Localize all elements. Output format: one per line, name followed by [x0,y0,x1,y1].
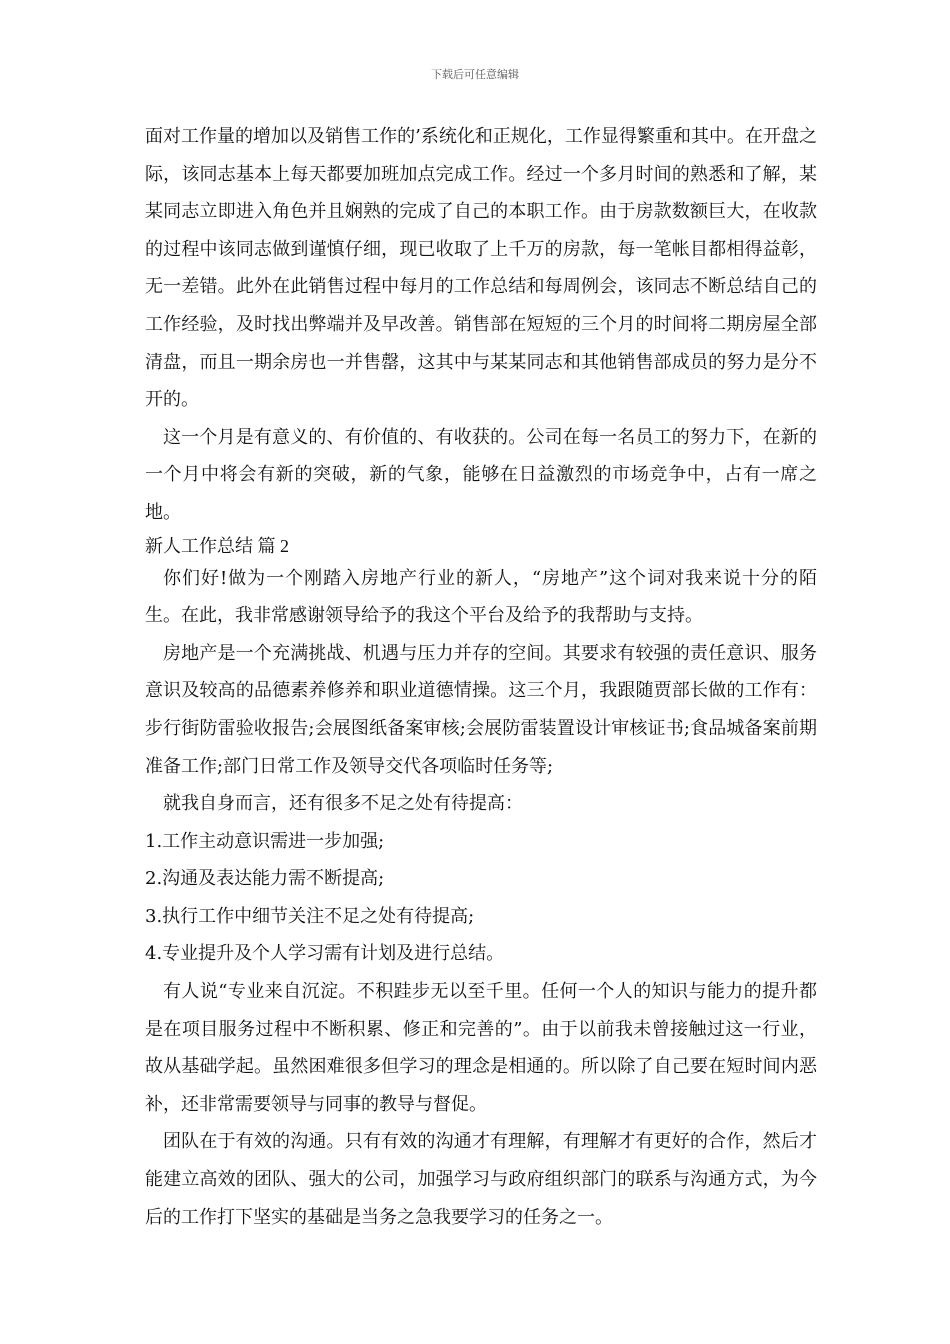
list-item: 1.工作主动意识需进一步加强; [145,830,385,852]
page-header: 下载后可任意编辑 [431,68,519,81]
list-item: 3.执行工作中细节关注不足之处有待提高; [145,905,475,927]
document-body [145,118,817,1236]
paragraph-3: 你们好!做为一个刚踏入房地产行业的新人，“房地产”这个词对我来说十分的陌生。在此，我非常感谢领导给予的我这个平台及给予的我帮助与支持。 [145,567,817,627]
paragraph-7: 团队在于有效的沟通。只有有效的沟通才有理解，有理解才有更好的合作，然后才能建立高效的团队、强大的公司，加强学习与政府组织部门的联系与沟通方式，为今后的工作打下坚实的基础是当务之急我要学习的任务之一。 [145,1131,817,1228]
section-heading: 新人工作总结 篇 2 [145,535,289,556]
paragraph-5: 就我自身而言，还有很多不足之处有待提高： [163,793,523,815]
list-item: 2.沟通及表达能力需不断提高; [145,868,385,890]
list-item: 4.专业提升及个人学习需有计划及进行总结。 [145,943,505,965]
paragraph-6: 有人说“专业来自沉淀。不积跬步无以至千里。任何一个人的知识与能力的提升都是在项目服务过程中不断积累、修正和完善的”。由于以前我未曾接触过这一行业，故从基础学起。虽然困难很多但学习的理念是相通的。所以除了自己要在短时间内恶补，还非常需要领导与同事的教导与督促。 [145,981,817,1115]
paragraph-1: 面对工作量的增加以及销售工作的’系统化和正规化，工作显得繁重和其中。在开盘之际，该同志基本上每天都要加班加点完成工作。经过一个多月时间的熟悉和了解，某某同志立即进入角色并且娴熟的完成了自己的本职工作。由于房款数额巨大，在收款的过程中该同志做到谨慎仔细，现已收取了上千万的房款，每一笔帐目都相得益彰，无一差错。此外在此销售过程中每月的工作总结和每周例会，该同志不断总结自己的工作经验，及时找出弊端并及早改善。销售部在短短的三个月的时间将二期房屋全部清盘，而且一期余房也一并售罄，这其中与某某同志和其他销售部成员的努力是分不开的。 [145,126,817,411]
paragraph-4: 房地产是一个充满挑战、机遇与压力并存的空间。其要求有较强的责任意识、服务意识及较高的品德素养修养和职业道德情操。这三个月，我跟随贾部长做的工作有：步行街防雷验收报告;会展图纸备案审核;会展防雷装置设计审核证书;食品城备案前期准备工作;部门日常工作及领导交代各项临时任务等; [145,642,817,777]
paragraph-2: 这一个月是有意义的、有价值的、有收获的。公司在每一名员工的努力下，在新的一个月中将会有新的突破，新的气象，能够在日益激烈的市场竞争中，占有一席之地。 [145,426,817,523]
